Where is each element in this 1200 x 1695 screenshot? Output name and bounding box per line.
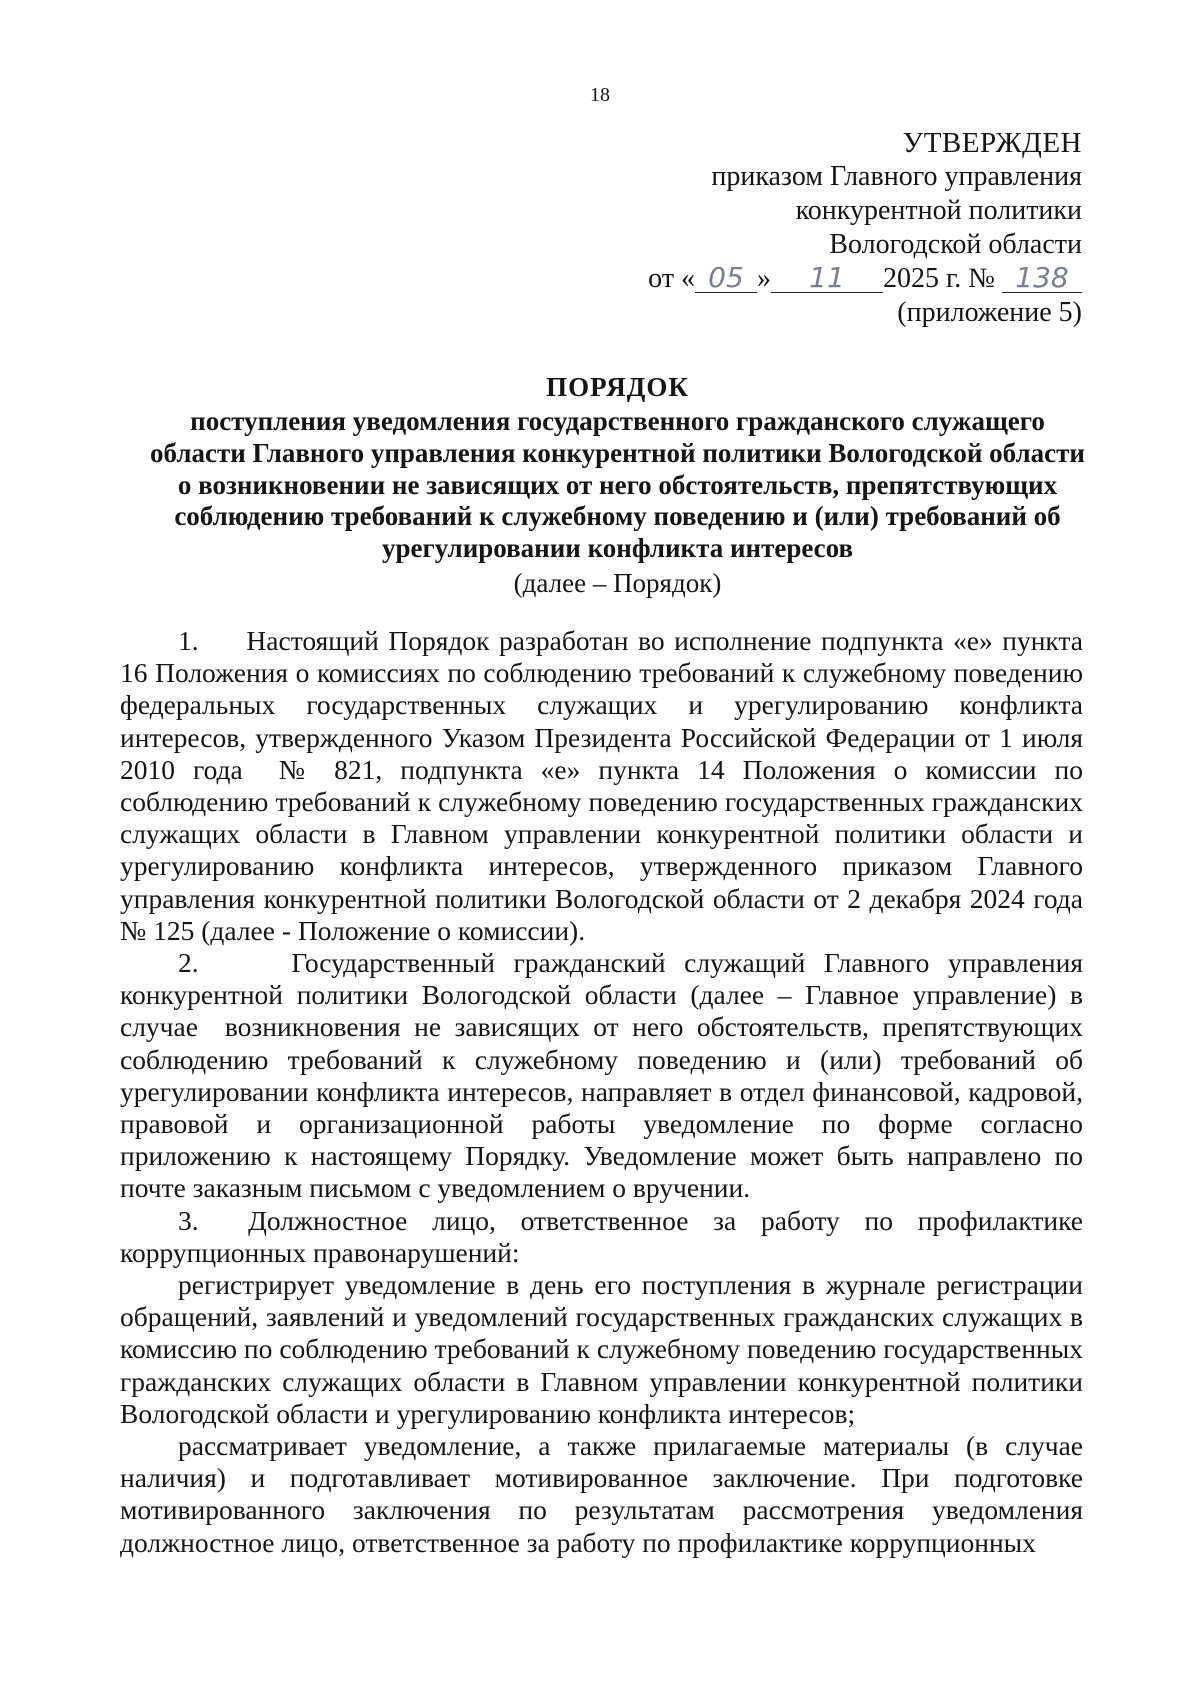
document-body <box>120 625 1083 1559</box>
paragraph-3: 3. Должностное лицо, ответственное за работу по профилактике коррупционных правонарушений: <box>120 1204 1083 1268</box>
document-subtitle: поступления уведомления государственного гражданского служащего области Главного управления конкурентной политики Вологодской области о возникновении не зависящих от него обстоятельств, препятствующих соблюдению требований к служебному поведению и (или) требований об урегулировании конфликта интересов <box>150 406 1085 564</box>
paragraph-1: 1. Настоящий Порядок разработан во исполнение подпункта «е» пункта 16 Положения о комиссиях по соблюдению требований к служебному поведению федеральных государственных служащих и урегулированию конфликта интересов, утвержденного Указом Президента Российской Федерации от 1 июля 2010 года № 821, подпункта «е» пункта 14 Положения о комиссии по соблюдению требований к служебному поведению государственных гражданских служащих области в Главном управлении конкурентной политики области и урегулированию конфликта интересов, утвержденного приказом Главного управления конкурентной политики Вологодской области от 2 декабря 2024 года № 125 (далее - Положение о комиссии). <box>120 625 1083 946</box>
paragraph-3-item-2: рассматривает уведомление, а также прилагаемые материалы (в случае наличия) и подготавливает мотивированное заключение. При подготовке мотивированного заключения по результатам рассмотрения уведомления должностное лицо, ответственное за работу по профилактике коррупционных <box>120 1430 1083 1558</box>
handwritten-month: 11 <box>771 264 883 293</box>
date-year: 2025 г. № <box>882 263 995 294</box>
paragraph-3-item-1: регистрирует уведомление в день его поступления в журнале регистрации обращений, заявлений и уведомлений государственных гражданских служащих в комиссию по соблюдению требований к служебному поведению государственных гражданских служащих области в Главном управлении конкурентной политики Вологодской области и урегулированию конфликта интересов; <box>120 1269 1083 1429</box>
approval-date-line <box>382 262 1082 296</box>
date-prefix: от « <box>648 263 695 294</box>
document-title: ПОРЯДОК <box>546 372 689 402</box>
handwritten-day: 05 <box>695 264 757 293</box>
page-number: 18 <box>590 84 610 106</box>
handwritten-order-number: 138 <box>1002 264 1082 293</box>
approval-line-1: приказом Главного управления <box>711 161 1082 192</box>
document-heading <box>150 370 1085 600</box>
approval-line-3: Вологодской области <box>829 229 1082 260</box>
document-note: (далее – Порядок) <box>513 567 722 598</box>
appendix-note: (приложение 5) <box>897 297 1082 328</box>
approval-stamp: УТВЕРЖДЕН <box>902 127 1082 159</box>
paragraph-2: 2. Государственный гражданский служащий Главного управления конкурентной политики Вологодской области (далее – Главное управление) в случае возникновения не зависящих от него обстоятельств, препятствующих соблюдению требований к служебному поведению и (или) требований об урегулировании конфликта интересов, направляет в отдел финансовой, кадровой, правовой и организационной работы уведомление по форме согласно приложению к настоящему Порядку. Уведомление может быть направлено по почте заказным письмом с уведомлением о вручении. <box>120 947 1083 1204</box>
approval-line-2: конкурентной политики <box>795 195 1082 226</box>
approval-block <box>382 126 1082 330</box>
date-mid: » <box>756 263 771 294</box>
